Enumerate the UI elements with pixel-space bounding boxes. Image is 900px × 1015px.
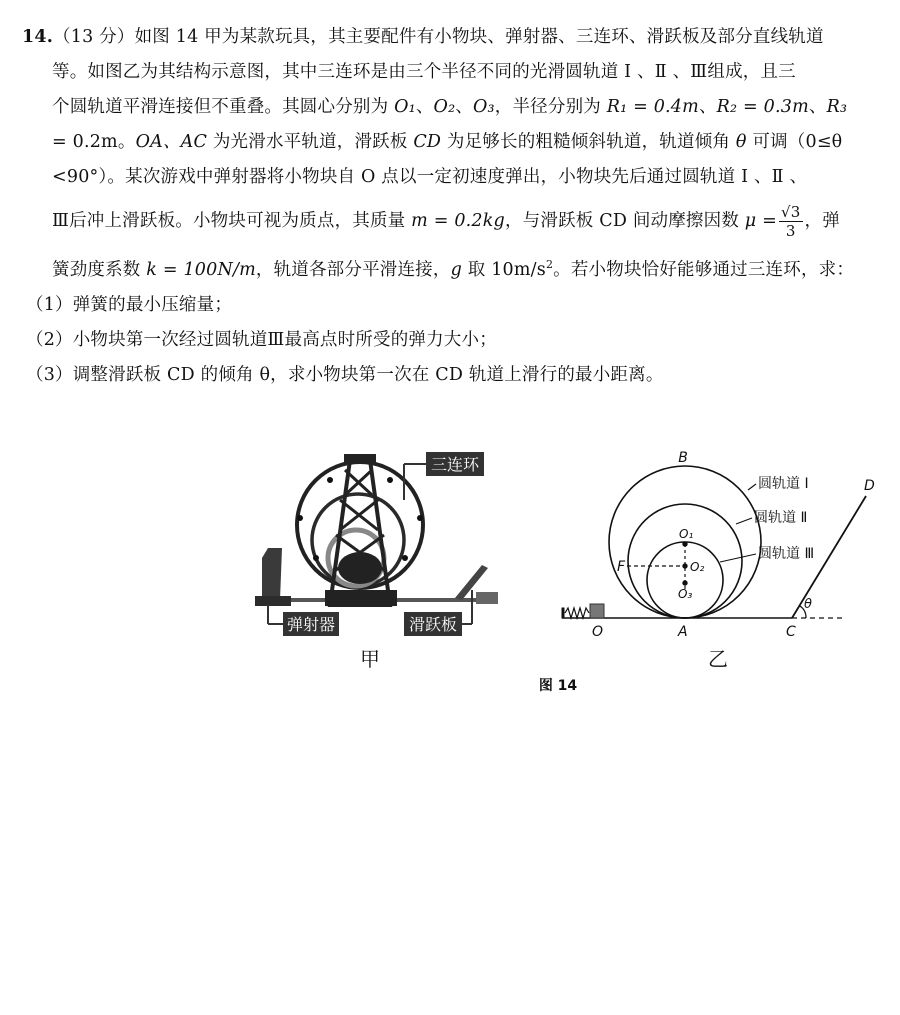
spring-wall bbox=[562, 608, 564, 618]
figure-caption: 图 14 bbox=[538, 678, 578, 694]
problem-text-line4b: 为光滑水平轨道，滑跃板 bbox=[207, 132, 414, 152]
problem-number: 14. bbox=[22, 27, 54, 47]
problem-line-4 bbox=[22, 125, 878, 160]
problem-text-line7d: 。若小物块恰好能够通过三连环，求： bbox=[553, 260, 855, 280]
leader-track-3 bbox=[720, 554, 756, 562]
diagram-labels bbox=[539, 450, 875, 694]
problem-line-3: 个圆轨道平滑连接但不重叠。其圆心分别为 O₁、O₂、O₃，半径分别为 R₁ = 0.4m、R₂ = 0.3m、R₃ bbox=[52, 97, 848, 117]
value-k: k = 100N/m bbox=[146, 260, 256, 280]
problem-text-line7b: ，轨道各部分平滑连接， bbox=[255, 260, 451, 280]
question-1 bbox=[22, 288, 878, 323]
leader-track-2 bbox=[736, 518, 752, 524]
label-o2: O₂ bbox=[690, 560, 705, 574]
superscript-2: 2 bbox=[545, 258, 554, 271]
mu-numerator: √3 bbox=[780, 203, 801, 221]
callout-right-text: 滑跃板 bbox=[408, 615, 458, 634]
label-o1: O₁ bbox=[679, 527, 694, 541]
label-o3: O₃ bbox=[678, 587, 693, 601]
problem-text-line6c: ，弹 bbox=[804, 211, 840, 231]
question-3-text: （3）调整滑跃板 CD 的倾角 θ，求小物块第一次在 CD 轨道上滑行的最小距离。 bbox=[26, 365, 664, 385]
problem-line-6 bbox=[22, 195, 878, 247]
photo-tower-base bbox=[325, 590, 397, 606]
question-2 bbox=[22, 323, 878, 358]
photo-launcher-body bbox=[262, 548, 282, 600]
photo-jia bbox=[255, 452, 498, 671]
question-1-text: （1）弹簧的最小压缩量； bbox=[26, 295, 233, 315]
label-f: F bbox=[617, 559, 626, 575]
center-o3 bbox=[683, 581, 687, 585]
symbol-g: g bbox=[450, 260, 462, 280]
value-g: 取 10m/s bbox=[461, 260, 546, 280]
problem-text-line6a: Ⅲ后冲上滑跃板。小物块可视为质点，其质量 bbox=[52, 211, 412, 231]
figure-14 bbox=[0, 440, 900, 700]
callout-top-text: 三连环 bbox=[430, 455, 480, 474]
mu-denominator: 3 bbox=[785, 222, 796, 240]
center-o2 bbox=[683, 564, 687, 568]
label-b: B bbox=[678, 450, 688, 466]
problem-text-line2: 等。如图乙为其结构示意图，其中三连环是由三个半径不同的光滑圆轨道 Ⅰ 、Ⅱ 、Ⅲ组成，且三 bbox=[52, 62, 796, 82]
problem-line-5 bbox=[22, 160, 878, 195]
problem-text-line3a: 个圆轨道平滑连接但不重叠。其圆心分别为 bbox=[52, 97, 395, 117]
value-r3: = 0.2m。 bbox=[52, 132, 136, 152]
leader-track-1 bbox=[748, 484, 756, 490]
problem-line-1 bbox=[22, 20, 878, 55]
problem-text bbox=[22, 20, 878, 393]
label-track-2: 圆轨道 Ⅱ bbox=[754, 510, 808, 526]
spring bbox=[565, 608, 589, 618]
symbol-o1: O₁ bbox=[394, 97, 416, 117]
label-o: O bbox=[592, 624, 604, 640]
problem-score: （13 分） bbox=[53, 27, 135, 47]
label-a: A bbox=[678, 624, 688, 640]
symbol-mu: μ = bbox=[744, 211, 777, 231]
mu-fraction bbox=[779, 203, 803, 240]
photo-tower-top bbox=[344, 454, 376, 462]
symbol-cd: CD bbox=[413, 132, 442, 152]
label-track-1: 圆轨道 Ⅰ bbox=[758, 476, 809, 492]
label-theta: θ bbox=[804, 597, 812, 612]
problem-line-2 bbox=[22, 55, 878, 90]
center-o1 bbox=[683, 542, 687, 546]
photo-rail-end bbox=[476, 592, 498, 604]
value-mass: m = 0.2kg bbox=[411, 211, 505, 231]
value-r2: R₂ = 0.3m bbox=[716, 97, 809, 117]
label-d: D bbox=[864, 478, 875, 494]
photo-launcher-base bbox=[255, 596, 291, 606]
problem-text-line1: 如图 14 甲为某款玩具，其主要配件有小物块、弹射器、三连环、滑跃板及部分直线轨道 bbox=[134, 27, 824, 47]
problem-line-7 bbox=[22, 247, 878, 288]
problem-text-line6b: ，与滑跃板 CD 间动摩擦因数 bbox=[504, 211, 745, 231]
diagram-yi bbox=[562, 466, 866, 618]
problem-text-line4c: 为足够长的粗糙倾斜轨道，轨道倾角 bbox=[441, 132, 736, 152]
problem-text-line4d: 可调（0≤θ bbox=[746, 132, 843, 152]
symbol-r3: R₃ bbox=[826, 97, 848, 117]
symbol-o2: O₂ bbox=[433, 97, 456, 117]
photo-caption: 甲 bbox=[360, 647, 380, 671]
question-2-text: （2）小物块第一次经过圆轨道Ⅲ最高点时所受的弹力大小； bbox=[26, 330, 497, 350]
sliding-block bbox=[590, 604, 604, 618]
symbol-theta: θ bbox=[735, 132, 747, 152]
value-r1: R₁ = 0.4m bbox=[606, 97, 699, 117]
symbol-o3: O₃ bbox=[473, 97, 495, 117]
label-c: C bbox=[786, 624, 796, 640]
callout-left-text: 弹射器 bbox=[286, 615, 336, 634]
problem-text-line3b: ，半径分别为 bbox=[494, 97, 607, 117]
diagram-caption: 乙 bbox=[708, 647, 728, 671]
question-3 bbox=[22, 358, 878, 393]
photo-hub bbox=[338, 552, 382, 584]
problem-text-line5: <90°）。某次游戏中弹射器将小物块自 O 点以一定初速度弹出，小物块先后通过圆轨道 Ⅰ 、Ⅱ 、 bbox=[52, 167, 808, 187]
symbol-oa-ac: OA、AC bbox=[135, 132, 208, 152]
label-track-3: 圆轨道 Ⅲ bbox=[758, 546, 815, 562]
problem-text-line7a: 簧劲度系数 bbox=[52, 260, 147, 280]
